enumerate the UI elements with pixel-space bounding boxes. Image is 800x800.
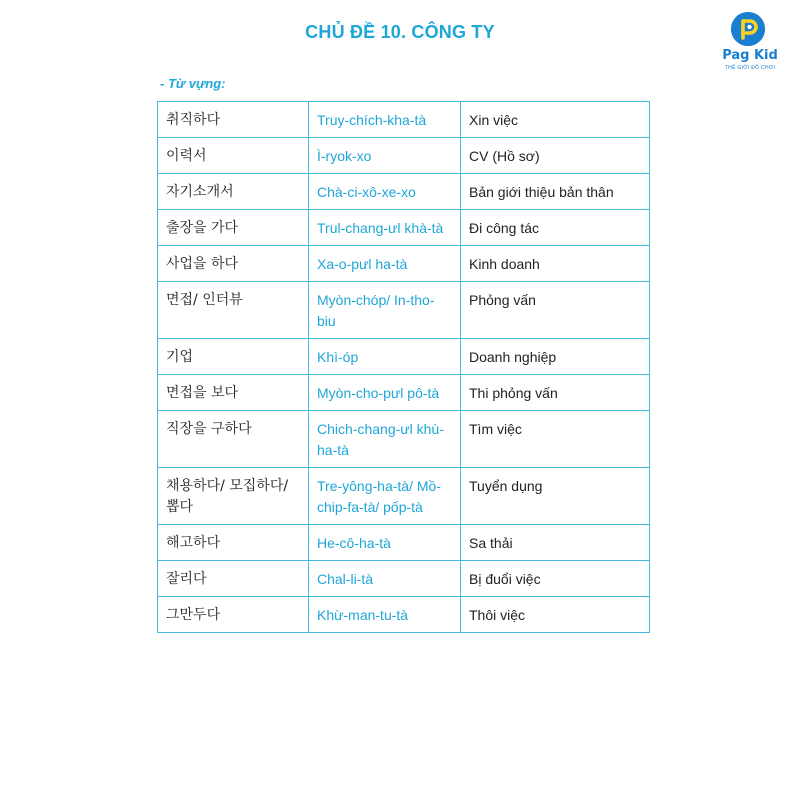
korean-word: 직장을 구하다 (158, 411, 309, 468)
table-row (158, 174, 650, 210)
pronunciation: Myòn-chóp/ In-tho-biu (309, 282, 461, 339)
vietnamese-meaning: Đi công tác (461, 210, 650, 246)
pronunciation: Truy-chích-kha-tà (309, 102, 461, 138)
pronunciation: Chich-chang-ưl khù-ha-tà (309, 411, 461, 468)
korean-word: 면접/ 인터뷰 (158, 282, 309, 339)
vietnamese-meaning: Bản giới thiệu bản thân (461, 174, 650, 210)
pronunciation: Khì-óp (309, 339, 461, 375)
brand-name: Pag Kid (722, 48, 778, 63)
table-row (158, 468, 650, 525)
table-row (158, 375, 650, 411)
pronunciation: Xa-o-pưl ha-tà (309, 246, 461, 282)
korean-word: 기업 (158, 339, 309, 375)
korean-word: 면접을 보다 (158, 375, 309, 411)
pronunciation: Tre-yông-ha-tà/ Mồ-chip-fa-tà/ pốp-tà (309, 468, 461, 525)
vietnamese-meaning: Phỏng vấn (461, 282, 650, 339)
vietnamese-meaning: Sa thải (461, 525, 650, 561)
vietnamese-meaning: Bị đuổi việc (461, 561, 650, 597)
table-row (158, 339, 650, 375)
table-row (158, 561, 650, 597)
korean-word: 해고하다 (158, 525, 309, 561)
table-row (158, 210, 650, 246)
vietnamese-meaning: Thi phỏng vấn (461, 375, 650, 411)
vietnamese-meaning: Tuyển dụng (461, 468, 650, 525)
korean-word: 취직하다 (158, 102, 309, 138)
korean-word: 이력서 (158, 138, 309, 174)
table-row (158, 411, 650, 468)
pronunciation: Khừ-man-tu-tà (309, 597, 461, 633)
korean-word: 자기소개서 (158, 174, 309, 210)
pronunciation: Chà-ci-xô-xe-xo (309, 174, 461, 210)
vietnamese-meaning: Doanh nghiệp (461, 339, 650, 375)
page-title: CHỦ ĐỀ 10. CÔNG TY (305, 22, 495, 42)
pronunciation: Myòn-cho-pưl pô-tà (309, 375, 461, 411)
section-label-vocabulary: - Từ vựng: (160, 76, 226, 91)
pronunciation: He-cô-ha-tà (309, 525, 461, 561)
table-row (158, 597, 650, 633)
brand-p-icon (731, 12, 765, 46)
pronunciation: Trul-chang-ưl khà-tà (309, 210, 461, 246)
table-row (158, 246, 650, 282)
table-row (158, 282, 650, 339)
korean-word: 채용하다/ 모집하다/ 뽑다 (158, 468, 309, 525)
korean-word: 출장을 가다 (158, 210, 309, 246)
korean-word: 그만두다 (158, 597, 309, 633)
vietnamese-meaning: CV (Hồ sơ) (461, 138, 650, 174)
vietnamese-meaning: Thôi việc (461, 597, 650, 633)
vietnamese-meaning: Tìm việc (461, 411, 650, 468)
table-row (158, 525, 650, 561)
korean-word: 사업을 하다 (158, 246, 309, 282)
pronunciation: Ì-ryok-xo (309, 138, 461, 174)
brand-logo (714, 12, 786, 74)
table-row (158, 102, 650, 138)
pronunciation: Chal-li-tà (309, 561, 461, 597)
vietnamese-meaning: Xin việc (461, 102, 650, 138)
brand-tagline: THẾ GIỚI ĐỒ CHƠI (724, 65, 776, 71)
vocabulary-table (157, 101, 650, 633)
vietnamese-meaning: Kinh doanh (461, 246, 650, 282)
korean-word: 잘리다 (158, 561, 309, 597)
table-row (158, 138, 650, 174)
